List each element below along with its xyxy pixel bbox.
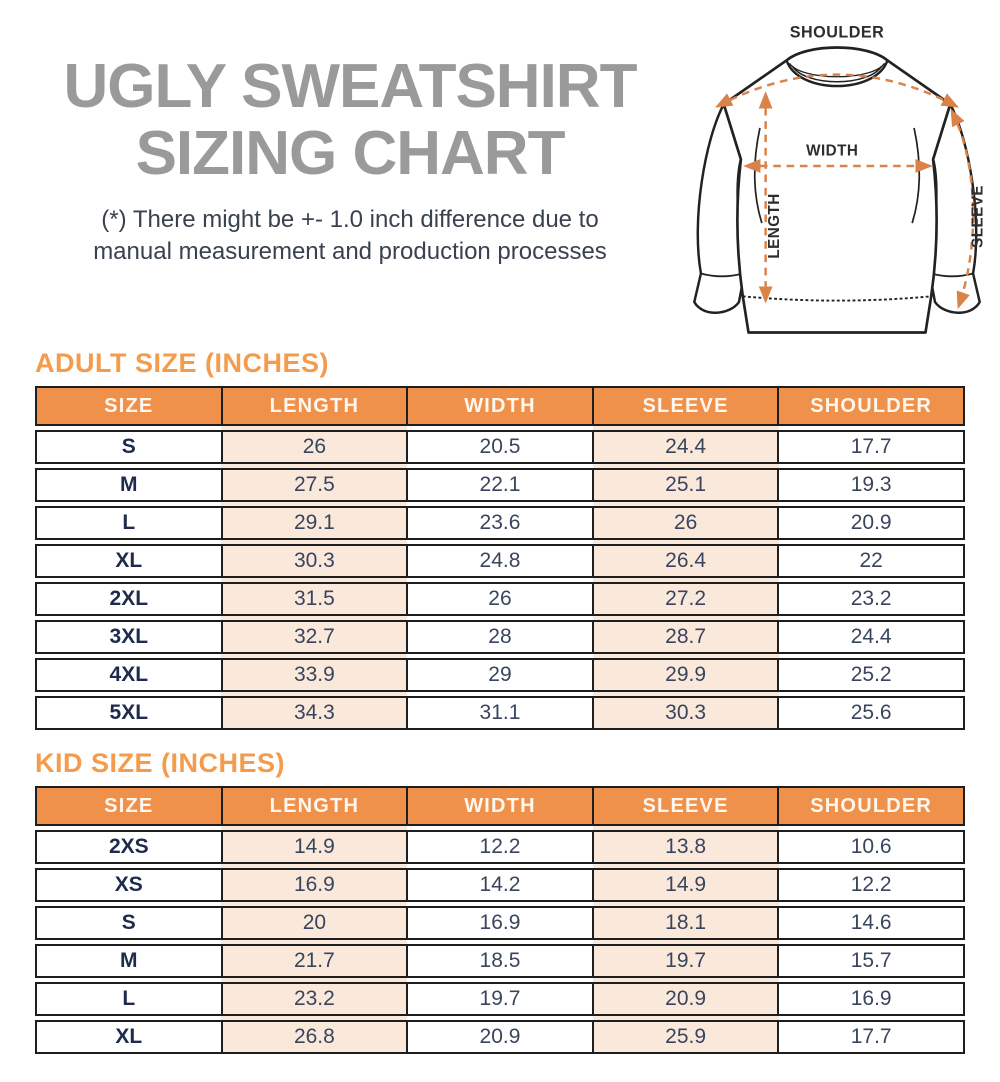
value-cell: 22 (777, 544, 965, 578)
column-header-length: LENGTH (221, 786, 409, 826)
value-cell: 30.3 (592, 696, 780, 730)
table-row (35, 468, 965, 502)
value-cell: 20.9 (592, 982, 780, 1016)
value-cell: 31.1 (406, 696, 594, 730)
value-cell: 19.7 (406, 982, 594, 1016)
size-cell: 5XL (35, 696, 223, 730)
value-cell: 25.1 (592, 468, 780, 502)
value-cell: 26.8 (221, 1020, 409, 1054)
size-cell: XL (35, 1020, 223, 1054)
size-cell: 4XL (35, 658, 223, 692)
sweatshirt-body (724, 48, 950, 333)
value-cell: 25.9 (592, 1020, 780, 1054)
value-cell: 12.2 (406, 830, 594, 864)
top-section (0, 0, 1000, 342)
adult-size-heading: ADULT SIZE (INCHES) (35, 348, 329, 378)
value-cell: 16.9 (221, 868, 409, 902)
value-cell: 28 (406, 620, 594, 654)
value-cell: 20.9 (777, 506, 965, 540)
page-title-line2: SIZING CHART (135, 118, 565, 188)
table-row (35, 582, 965, 616)
value-cell: 16.9 (777, 982, 965, 1016)
size-cell: 2XS (35, 830, 223, 864)
size-cell: S (35, 430, 223, 464)
value-cell: 30.3 (221, 544, 409, 578)
value-cell: 19.3 (777, 468, 965, 502)
value-cell: 29.9 (592, 658, 780, 692)
shoulder-label: SHOULDER (789, 23, 885, 42)
adult-size-table (35, 386, 965, 730)
value-cell: 28.7 (592, 620, 780, 654)
value-cell: 17.7 (777, 430, 965, 464)
adult-table-header-row (35, 386, 965, 426)
sleeve-label: SLEEVE (969, 184, 987, 248)
value-cell: 27.2 (592, 582, 780, 616)
table-row (35, 506, 965, 540)
size-cell: S (35, 906, 223, 940)
kid-size-heading: KID SIZE (INCHES) (35, 748, 286, 778)
value-cell: 23.6 (406, 506, 594, 540)
column-header-size: SIZE (35, 786, 223, 826)
value-cell: 24.8 (406, 544, 594, 578)
column-header-length: LENGTH (221, 386, 409, 426)
value-cell: 10.6 (777, 830, 965, 864)
table-row (35, 544, 965, 578)
value-cell: 26 (406, 582, 594, 616)
size-cell: L (35, 506, 223, 540)
value-cell: 18.1 (592, 906, 780, 940)
disclaimer-line2: manual measurement and production processes (93, 238, 607, 266)
column-header-size: SIZE (35, 386, 223, 426)
sweatshirt-diagram-svg (680, 18, 994, 352)
value-cell: 29.1 (221, 506, 409, 540)
table-row (35, 430, 965, 464)
value-cell: 14.6 (777, 906, 965, 940)
page-title-line1: UGLY SWEATSHIRT (63, 52, 637, 121)
title-block (20, 16, 680, 342)
value-cell: 27.5 (221, 468, 409, 502)
value-cell: 17.7 (777, 1020, 965, 1054)
value-cell: 29 (406, 658, 594, 692)
value-cell: 24.4 (592, 430, 780, 464)
column-header-width: WIDTH (406, 386, 594, 426)
value-cell: 16.9 (406, 906, 594, 940)
value-cell: 15.7 (777, 944, 965, 978)
column-header-shoulder: SHOULDER (777, 786, 965, 826)
table-row (35, 1020, 965, 1054)
disclaimer-line1: (*) There might be +- 1.0 inch difference due to (101, 205, 599, 233)
value-cell: 22.1 (406, 468, 594, 502)
column-header-sleeve: SLEEVE (592, 386, 780, 426)
disclaimer-note (20, 204, 680, 269)
table-row (35, 982, 965, 1016)
column-header-sleeve: SLEEVE (592, 786, 780, 826)
value-cell: 14.2 (406, 868, 594, 902)
value-cell: 20.9 (406, 1020, 594, 1054)
value-cell: 18.5 (406, 944, 594, 978)
value-cell: 25.2 (777, 658, 965, 692)
column-header-width: WIDTH (406, 786, 594, 826)
value-cell: 32.7 (221, 620, 409, 654)
value-cell: 24.4 (777, 620, 965, 654)
value-cell: 26 (592, 506, 780, 540)
size-cell: 3XL (35, 620, 223, 654)
table-row (35, 944, 965, 978)
column-header-shoulder: SHOULDER (777, 386, 965, 426)
sweatshirt-measurement-diagram (680, 18, 994, 352)
value-cell: 20 (221, 906, 409, 940)
value-cell: 31.5 (221, 582, 409, 616)
value-cell: 23.2 (221, 982, 409, 1016)
value-cell: 13.8 (592, 830, 780, 864)
value-cell: 19.7 (592, 944, 780, 978)
value-cell: 21.7 (221, 944, 409, 978)
size-cell: L (35, 982, 223, 1016)
size-cell: M (35, 944, 223, 978)
size-cell: XS (35, 868, 223, 902)
table-row (35, 830, 965, 864)
table-row (35, 868, 965, 902)
kid-table-header-row (35, 786, 965, 826)
table-row (35, 620, 965, 654)
size-cell: 2XL (35, 582, 223, 616)
size-cell: M (35, 468, 223, 502)
kid-size-table (35, 786, 965, 1054)
value-cell: 14.9 (221, 830, 409, 864)
table-row (35, 658, 965, 692)
table-row (35, 906, 965, 940)
value-cell: 20.5 (406, 430, 594, 464)
value-cell: 33.9 (221, 658, 409, 692)
page-title (20, 54, 680, 188)
size-cell: XL (35, 544, 223, 578)
value-cell: 12.2 (777, 868, 965, 902)
length-label: LENGTH (765, 193, 783, 259)
value-cell: 34.3 (221, 696, 409, 730)
value-cell: 26.4 (592, 544, 780, 578)
value-cell: 25.6 (777, 696, 965, 730)
value-cell: 23.2 (777, 582, 965, 616)
value-cell: 26 (221, 430, 409, 464)
value-cell: 14.9 (592, 868, 780, 902)
table-row (35, 696, 965, 730)
width-label: WIDTH (806, 142, 859, 160)
